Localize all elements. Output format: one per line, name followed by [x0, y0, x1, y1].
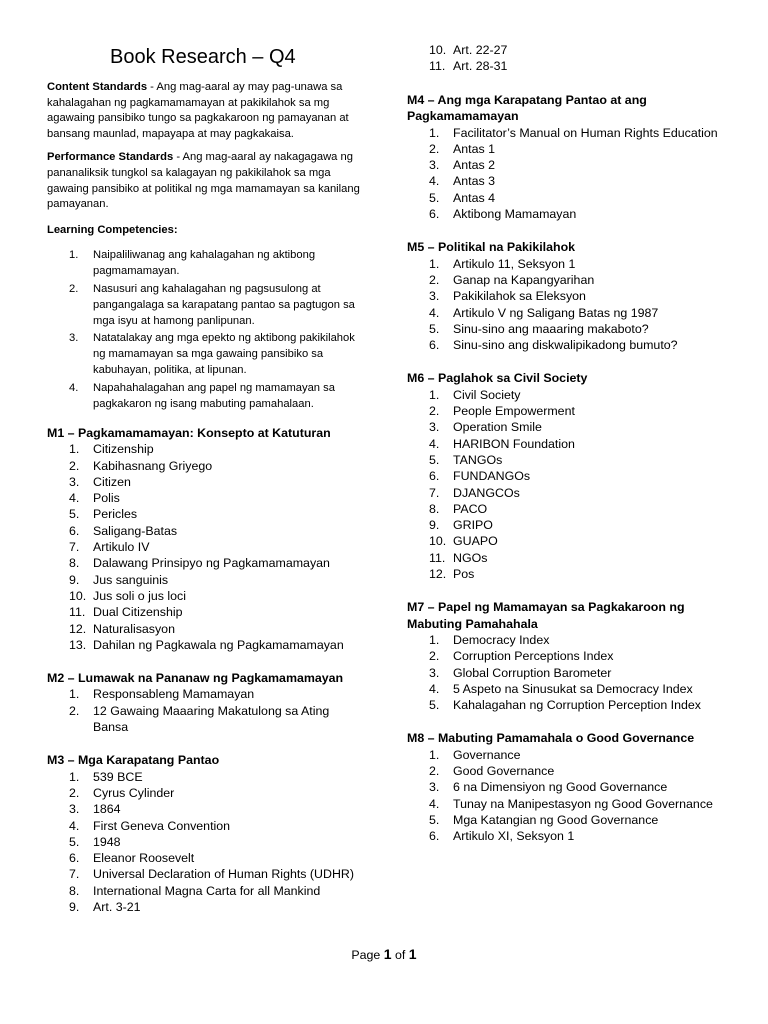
list-item: [407, 321, 727, 337]
list-item-text: Responsableng Mamamayan: [93, 687, 255, 702]
list-item-number: 2.: [69, 282, 79, 295]
module-heading: M3 – Mga Karapatang Pantao: [47, 753, 220, 768]
module-list: [407, 747, 727, 845]
list-item-number: 3.: [429, 665, 440, 680]
list-item-text: Pericles: [93, 507, 138, 522]
list-item-number: 12.: [429, 567, 447, 582]
list-item: [47, 834, 365, 850]
list-item-text: Pos: [453, 567, 475, 582]
list-item-text: Jus sanguinis: [93, 572, 169, 587]
standards-block: [47, 80, 365, 414]
list-item-text: Sinu-sino ang maaaring makaboto?: [453, 321, 649, 336]
list-item-text: DJANGCOs: [453, 485, 520, 500]
list-item: [407, 665, 727, 681]
list-item: [407, 436, 727, 452]
list-item-text: Aktibong Mamamayan: [453, 207, 577, 222]
list-item-number: 5.: [69, 834, 80, 849]
list-item-text: Cyrus Cylinder: [93, 785, 175, 800]
list-item-number: 4.: [429, 174, 440, 189]
list-item-number: 4.: [69, 818, 80, 833]
module-list: [407, 125, 727, 223]
list-item-text: Tunay na Manipestasyon ng Good Governance: [453, 796, 713, 811]
list-item-number: 2.: [69, 785, 80, 800]
content-standards-label: Content Standards: [47, 81, 148, 93]
right-column: [407, 0, 727, 1024]
list-item-text: Mga Katangian ng Good Governance: [453, 812, 659, 827]
list-item: [407, 517, 727, 533]
module-list: [407, 387, 727, 583]
list-item-text: Antas 3: [453, 174, 496, 189]
list-item-text: Natatalakay ang mga epekto ng aktibong pakikilahok ng mamamayan sa mga gawaing pansibiko sa kabuhayan, politika, at lipunan.: [93, 332, 355, 376]
list-item-text: 539 BCE: [93, 769, 143, 784]
list-item: [407, 288, 727, 304]
page-current: 1: [383, 946, 392, 962]
list-item-text: International Magna Carta for all Mankind: [93, 883, 321, 898]
list-item: [407, 681, 727, 697]
list-item: [47, 703, 365, 736]
list-item-text: HARIBON Foundation: [453, 436, 575, 451]
list-item-text: Global Corruption Barometer: [453, 665, 612, 680]
list-item-text: Artikulo IV: [93, 540, 150, 555]
list-item: [407, 125, 727, 141]
list-item-text: Naturalisasyon: [93, 621, 175, 636]
list-item-number: 2.: [429, 763, 440, 778]
list-item-text: Art. 22-27: [453, 43, 508, 57]
list-item: [407, 305, 727, 321]
list-item-number: 8.: [429, 501, 440, 516]
list-item-text: Democracy Index: [453, 632, 550, 647]
list-item: [47, 490, 365, 506]
list-item-number: 3.: [429, 780, 440, 795]
module-heading: M1 – Pagkamamamayan: Konsepto at Katuturan: [47, 426, 331, 440]
list-item-number: 9.: [429, 518, 440, 533]
list-item: [407, 533, 727, 549]
list-item: [407, 468, 727, 484]
list-item-number: 1.: [69, 769, 80, 784]
list-item: [407, 58, 727, 74]
content-standards: [47, 80, 365, 142]
list-item-number: 7.: [429, 485, 440, 500]
list-item-text: Pakikilahok sa Eleksyon: [453, 289, 586, 304]
list-item-text: 1864: [93, 802, 121, 817]
performance-standards-text: - Ang mag-aaral ay nakagagawa ng pananaliksik tungkol sa kalagayan ng pakikilahok sa mga gawaing pansibiko at politikal ng mga mamamayan sa kanilang pamayanan.: [47, 151, 360, 211]
list-item-text: Antas 1: [453, 141, 496, 156]
list-item-number: 9.: [69, 900, 80, 915]
list-item-text: Facilitator’s Manual on Human Rights Education: [453, 125, 718, 140]
page-footer: [0, 946, 768, 962]
list-item-text: Art. 3-21: [93, 900, 141, 915]
module-list: [407, 632, 727, 713]
list-item: [47, 604, 365, 620]
module-section: [47, 670, 365, 735]
list-item-text: Polis: [93, 491, 120, 506]
module-heading: M6 – Paglahok sa Civil Society: [407, 371, 588, 386]
module-section: [407, 92, 727, 222]
list-item-number: 5.: [429, 698, 440, 713]
m3-continued: [407, 42, 727, 75]
list-item: [407, 812, 727, 828]
list-item: [407, 190, 727, 206]
list-item-number: 11.: [429, 59, 446, 74]
list-item: [407, 828, 727, 844]
list-item-number: 1.: [429, 125, 440, 140]
module-heading: M2 – Lumawak na Pananaw ng Pagkamamamayan: [47, 671, 344, 686]
list-item: [407, 566, 727, 582]
list-item-number: 4.: [429, 796, 440, 811]
list-item-number: 10.: [429, 534, 447, 549]
list-item-number: 6.: [429, 338, 440, 353]
list-item: [407, 747, 727, 763]
list-item-text: Saligang-Batas: [93, 523, 178, 538]
module-heading: M7 – Papel ng Mamamayan sa Pagkakaroon ng Mabuting Pamahahala: [407, 600, 685, 631]
content-standards-text: - Ang mag-aaral ay may pag-unawa sa kahalagahan ng pagkamamamayan at pakikilahok sa mg agawaing pansibiko tungo sa pagkakaroon ng pamayanan at bansang maunlad, mapayapa at may pagkakaisa.: [47, 81, 349, 140]
list-item-number: 11.: [429, 550, 446, 565]
list-item-text: TANGOs: [453, 452, 503, 467]
list-item: [47, 801, 365, 817]
list-item-number: 3.: [429, 158, 440, 173]
module-list: [47, 441, 365, 653]
list-item-number: 2.: [429, 141, 440, 156]
list-item: [407, 387, 727, 403]
list-item: [407, 157, 727, 173]
module-section: [407, 239, 727, 353]
module-section: [407, 599, 727, 713]
list-item: [47, 523, 365, 539]
list-item-number: 1.: [429, 747, 440, 762]
list-item: [407, 648, 727, 664]
page-of-label: of: [391, 948, 409, 962]
learning-competencies-list: [47, 248, 365, 412]
list-item-text: 5 Aspeto na Sinusukat sa Democracy Index: [453, 681, 693, 696]
list-item-number: 1.: [429, 256, 440, 271]
module-section: [407, 370, 727, 582]
list-item-text: Kabihasnang Griyego: [93, 458, 213, 473]
list-item: [47, 883, 365, 899]
list-item-number: 6.: [429, 469, 440, 484]
list-item: [47, 474, 365, 490]
list-item-number: 8.: [69, 883, 80, 898]
list-item-text: Good Governance: [453, 763, 555, 778]
list-item-text: Kahalagahan ng Corruption Perception Index: [453, 698, 701, 713]
list-item: [407, 173, 727, 189]
list-item: [47, 850, 365, 866]
list-item: [47, 588, 365, 604]
list-item-number: 1.: [429, 387, 440, 402]
module-list: [47, 769, 365, 916]
list-item: [407, 419, 727, 435]
list-item-number: 1.: [429, 632, 440, 647]
list-item-text: GUAPO: [453, 534, 498, 549]
module-list: [47, 686, 365, 735]
list-item: [407, 632, 727, 648]
list-item-text: FUNDANGOs: [453, 469, 531, 484]
list-item-number: 7.: [69, 867, 80, 882]
list-item: [47, 506, 365, 522]
right-modules: [407, 92, 727, 861]
list-item: [47, 637, 365, 653]
list-item-text: Dalawang Prinsipyo ng Pagkamamamayan: [93, 556, 330, 571]
list-item: [407, 501, 727, 517]
list-item-text: Citizenship: [93, 442, 154, 457]
module-section: [47, 425, 365, 653]
list-item: [47, 572, 365, 588]
list-item-number: 4.: [429, 436, 440, 451]
list-item-number: 6.: [69, 523, 80, 538]
page-total: 1: [408, 946, 417, 962]
list-item: [47, 441, 365, 457]
list-item: [47, 769, 365, 785]
list-item-number: 2.: [429, 649, 440, 664]
list-item: [407, 452, 727, 468]
list-item-text: Universal Declaration of Human Rights (UDHR): [93, 867, 354, 882]
list-item-text: Antas 4: [453, 190, 496, 205]
left-modules: [47, 425, 365, 932]
list-item: [407, 697, 727, 713]
list-item-number: 4.: [69, 381, 79, 394]
list-item-text: Sinu-sino ang diskwalipikadong bumuto?: [453, 338, 678, 353]
list-item-text: 12 Gawaing Maaaring Makatulong sa Ating Bansa: [93, 703, 330, 735]
document-title: Book Research – Q4: [110, 46, 296, 68]
list-item-number: 6.: [69, 851, 80, 866]
module-section: [407, 730, 727, 844]
module-list: [407, 256, 727, 354]
list-item-number: 3.: [429, 420, 440, 435]
module-heading: M4 – Ang mga Karapatang Pantao at ang Pagkamamamayan: [407, 93, 647, 124]
list-item-number: 5.: [69, 507, 80, 522]
left-column: [47, 0, 365, 1024]
list-item-text: Dual Citizenship: [93, 605, 183, 620]
list-item-text: GRIPO: [453, 518, 493, 533]
list-item-number: 2.: [429, 404, 440, 419]
list-item-text: Napahahalagahan ang papel ng mamamayan sa pagkakaron ng isang mabuting pamahalaan.: [93, 381, 335, 410]
list-item-text: Artikulo 11, Seksyon 1: [453, 256, 576, 271]
list-item-text: Nasusuri ang kahalagahan ng pagsusulong at pangangalaga sa karapatang pantao sa pagtugon sa mga isyu at hamong panlipunan.: [93, 282, 355, 327]
list-item-text: Jus soli o jus loci: [93, 588, 186, 603]
list-item-text: Governance: [453, 747, 521, 762]
list-item-number: 2.: [69, 703, 80, 718]
list-item: [47, 458, 365, 474]
list-item-text: Artikulo XI, Seksyon 1: [453, 829, 575, 844]
list-item: [407, 796, 727, 812]
list-item: [407, 403, 727, 419]
list-item: [47, 331, 365, 378]
list-item-number: 5.: [429, 452, 440, 467]
list-item-text: Dahilan ng Pagkawala ng Pagkamamamayan: [93, 637, 344, 652]
module-heading: M5 – Politikal na Pakikilahok: [407, 240, 576, 255]
list-item: [47, 555, 365, 571]
list-item-number: 10.: [429, 43, 447, 57]
list-item-number: 8.: [69, 556, 80, 571]
list-item: [47, 621, 365, 637]
list-item-number: 10.: [69, 588, 87, 603]
module-heading: M8 – Mabuting Pamamahala o Good Governance: [407, 731, 695, 746]
list-item-number: 5.: [429, 321, 440, 336]
list-item: [407, 779, 727, 795]
list-item-text: Corruption Perceptions Index: [453, 649, 614, 664]
list-item-text: Citizen: [93, 474, 131, 489]
list-item: [47, 248, 365, 280]
list-item: [407, 141, 727, 157]
list-item-text: Artikulo V ng Saligang Batas ng 1987: [453, 305, 659, 320]
page-label: Page: [351, 948, 384, 962]
list-item-text: People Empowerment: [453, 404, 575, 419]
list-item-text: 1948: [93, 834, 121, 849]
list-item: [47, 899, 365, 915]
list-item-number: 4.: [429, 305, 440, 320]
list-item-text: Naipaliliwanag ang kahalagahan ng aktibong pagmamamayan.: [93, 249, 316, 278]
list-item: [407, 485, 727, 501]
list-item-number: 4.: [429, 681, 440, 696]
list-item-text: Ganap na Kapangyarihan: [453, 272, 595, 287]
list-item: [407, 763, 727, 779]
list-item: [407, 42, 727, 58]
module-section: [47, 752, 365, 915]
list-item-number: 6.: [429, 829, 440, 844]
list-item-number: 2.: [69, 458, 80, 473]
list-item-number: 3.: [69, 474, 80, 489]
list-item-number: 11.: [69, 605, 86, 620]
list-item-number: 3.: [429, 289, 440, 304]
m3-continued-list: [407, 42, 727, 75]
list-item-number: 4.: [69, 491, 80, 506]
list-item-number: 3.: [69, 802, 80, 817]
list-item-number: 7.: [69, 540, 80, 555]
list-item-number: 1.: [69, 249, 79, 262]
list-item: [47, 818, 365, 834]
list-item: [407, 337, 727, 353]
list-item-number: 3.: [69, 332, 79, 345]
list-item: [47, 785, 365, 801]
list-item-text: NGOs: [453, 550, 488, 565]
list-item-number: 12.: [69, 621, 87, 636]
learning-competencies-heading: Learning Competencies:: [47, 223, 178, 236]
list-item-text: 6 na Dimensiyon ng Good Governance: [453, 780, 668, 795]
list-item: [47, 539, 365, 555]
list-item-number: 13.: [69, 637, 87, 652]
list-item: [407, 256, 727, 272]
list-item-text: Eleanor Roosevelt: [93, 851, 195, 866]
list-item: [47, 282, 365, 329]
list-item-number: 1.: [69, 687, 80, 702]
list-item: [47, 686, 365, 702]
list-item: [407, 272, 727, 288]
performance-standards-label: Performance Standards: [47, 151, 174, 164]
list-item-number: 6.: [429, 207, 440, 222]
list-item-number: 9.: [69, 572, 80, 587]
list-item-number: 5.: [429, 190, 440, 205]
list-item-number: 1.: [69, 442, 80, 457]
list-item-number: 5.: [429, 812, 440, 827]
list-item: [47, 381, 365, 413]
list-item-text: First Geneva Convention: [93, 818, 231, 833]
list-item-text: Operation Smile: [453, 420, 542, 435]
list-item-text: PACO: [453, 501, 488, 516]
list-item-text: Art. 28-31: [453, 59, 508, 74]
list-item: [47, 866, 365, 882]
list-item: [407, 550, 727, 566]
list-item-text: Civil Society: [453, 387, 521, 402]
list-item-number: 2.: [429, 272, 440, 287]
list-item-text: Antas 2: [453, 158, 496, 173]
performance-standards: [47, 150, 365, 212]
list-item: [407, 206, 727, 222]
